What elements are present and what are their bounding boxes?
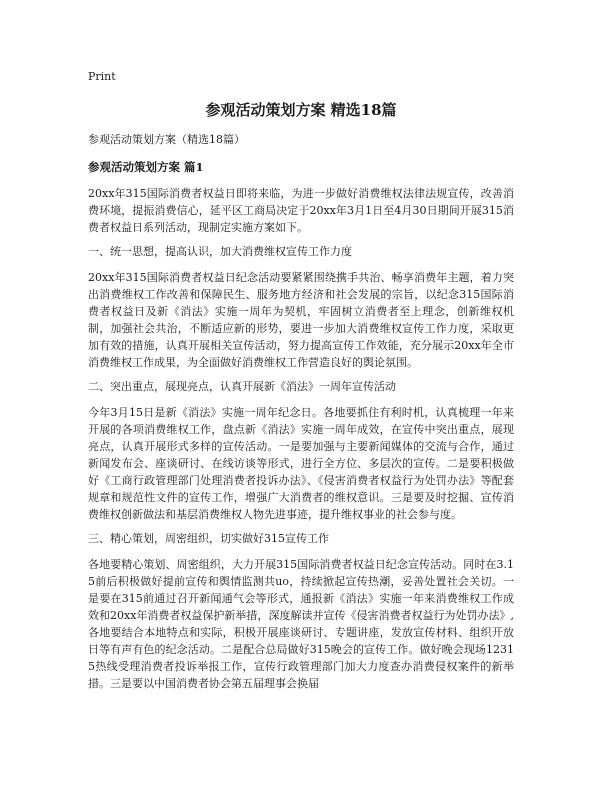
document-content [88, 100, 514, 806]
paragraph-one: 20xx年315国际消费者权益日纪念活动要紧紧围绕携手共治、畅享消费年主题，着力突出消费维权工作改善和保障民生、服务地方经济和社会发展的宗旨，以纪念315国际消费者权益日及新《消法》实施一周年为契机，牢固树立消费者至上理念，创新维权机制，加强社会共治，不断适应新的形势，要进一步加大消费维权宣传工作力度，采取更加有效的措施，认真开展相关宣传活动，努力提高宣传工作效能，充分展示20xx年全市消费维权工作成果，为全面做好消费维权工作营造良好的舆论氛围。 [88, 271, 514, 369]
document-subtitle: 参观活动策划方案（精选18篇） [88, 133, 245, 146]
document-title: 参观活动策划方案 精选18篇 [205, 101, 397, 119]
heading-two: 二、突出重点，展现亮点，认真开展新《消法》一周年宣传活动 [88, 380, 396, 393]
section-title: 参观活动策划方案 篇1 [88, 160, 204, 174]
paragraph-intro: 20xx年315国际消费者权益日即将来临，为进一步做好消费维权法律法规宣传，改善消费环境，提振消费信心，延平区工商局决定于20xx年3月1日至4月30日期间开展315消费者权益日系列活动，现制定实施方案如下。 [88, 187, 514, 234]
paragraph-two: 今年3月15日是新《消法》实施一周年纪念日。各地要抓住有利时机，认真梳理一年来开展的各项消费维权工作，盘点新《消法》实施一周年成效，在宣传中突出重点，展现亮点，认真开展形式多样的宣传活动。一是要加强与主要新闻媒体的交流与合作，通过新闻发布会、座谈研讨、在线访谈等形式，进行全方位、多层次的宣传。二是要积极做好《工商行政管理部门处理消费者投诉办法》、《侵害消费者权益行为处罚办法》等配套规章和规范性文件的宣传工作，增强广大消费者的维权意识。三是要及时挖掘、宣传消费维权创新做法和基层消费维权人物先进事迹，提升维权事业的社会参与度。 [88, 406, 514, 521]
heading-one: 一、统一思想，提高认识，加大消费维权宣传工作力度 [88, 245, 352, 258]
heading-three: 三、精心策划，周密组织，切实做好315宣传工作 [88, 532, 329, 545]
print-label[interactable]: Print [88, 70, 116, 83]
paragraph-three: 各地要精心策划、周密组织，大力开展315国际消费者权益日纪念宣传活动。同时在3.15前后积极做好提前宣传和舆情监测共uo，持续掀起宣传热潮，妥善处置社会关切。一是要在315前通过召开新闻通气会等形式，通报新《消法》实施一年来消费维权工作成效和20xx年消费者权益保护新举措，深度解读并宣传《侵害消费者权益行为处罚办法》,各地要结合本地特点和实际，积极开展座谈研讨、专题讲座，发放宣传材料、组织开放日等有声有色的纪念活动。二是配合总局做好315晚会的宣传工作。做好晚会现场12315热线受理消费者投诉举报工作，宣传行政管理部门加大力度查办消费侵权案件的新举措。三是要以中国消费者协会第五届理事会换届 [88, 558, 514, 690]
